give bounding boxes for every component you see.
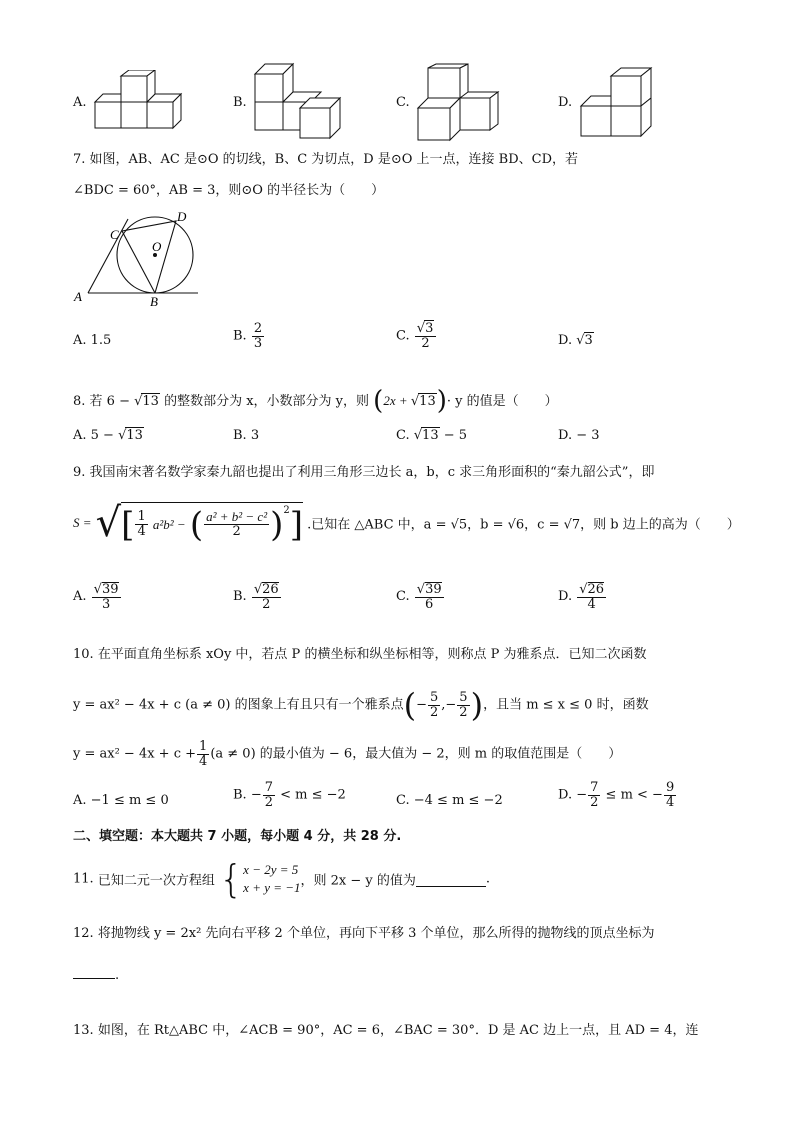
q7-option-d: D. √3 [558, 333, 593, 348]
q9-option-d: D. $\frac{√26}{4}$ [558, 582, 605, 612]
q8-option-b: B. 3 [233, 428, 260, 443]
q12-answer-blank[interactable] [73, 964, 115, 979]
q7-text-line2: ∠BDC = 60°，AB = 3，则⊙O 的半径长为（ ） [73, 183, 385, 198]
q12-text-line2: . [73, 964, 119, 984]
q6-options [0, 60, 794, 145]
q7-label-c: C [110, 227, 119, 242]
q11-text: 11. 已知二元一次方程组 { x − 2y = 5 x + y = −1 ，则 2x − y 的值为 . [73, 857, 491, 901]
q7-label-b: B [150, 294, 158, 309]
q10-text-line2: y = ax² − 4x + c (a ≠ 0) 的图象上有且只有一个雅系点(− $\frac{5}{2}$ ,− $\frac{5}{2}$ )，且当 m ≤ x ≤ 0 时，函数 [73, 686, 649, 724]
q10-option-d: D. − $\frac{7}{2}$ ≤ m < − $\frac{9}{4}$ [558, 780, 675, 810]
q9-text-line1: 9. 我国南宋著名数学家秦九韶也提出了利用三角形三边长 a，b，c 求三角形面积的“秦九韶公式”，即 [73, 465, 655, 480]
q7-option-c: C. $\frac{√3}{2}$ [396, 322, 437, 350]
q7-option-a: A. 1.5 [73, 333, 112, 348]
q10-option-b: B. − $\frac{7}{2}$ < m ≤ −2 [233, 780, 346, 810]
q12-text-line1: 12. 将抛物线 y = 2x² 先向右平移 2 个单位，再向下平移 3 个单位，那么所得的抛物线的顶点坐标为 [73, 926, 655, 941]
q9-option-c: C. $\frac{√39}{6}$ [396, 582, 442, 612]
cube-figure-b [250, 62, 350, 140]
q8-option-a: A. 5 − √13 [73, 428, 143, 443]
section-2-title: 二、填空题：本大题共 7 小题，每小题 4 分，共 28 分. [73, 829, 402, 844]
q10-text-line1: 10. 在平面直角坐标系 xOy 中，若点 P 的横坐标和纵坐标相等，则称点 P 为雅系点．已知二次函数 [73, 647, 647, 662]
cube-figure-c [412, 62, 502, 142]
q7-circle-figure [70, 205, 210, 310]
q10-option-c: C. −4 ≤ m ≤ −2 [396, 793, 503, 808]
cube-figure-a [90, 70, 185, 132]
q11-answer-blank[interactable] [416, 872, 486, 887]
q7-text-line1: 7. 如图，AB、AC 是⊙O 的切线，B、C 为切点，D 是⊙O 上一点，连接 BD、CD，若 [73, 152, 578, 167]
q10-text-line3: y = ax² − 4x + c + $\frac{1}{4}$ (a ≠ 0) 的最小值为 − 6，最大值为 − 2，则 m 的取值范围是（ ） [73, 739, 622, 769]
q8-text: 8. 若 6 − √13 的整数部分为 x，小数部分为 y，则 (2x + √13)· y 的值是（ ） [73, 386, 558, 416]
q8-option-d: D. − 3 [558, 428, 600, 443]
q6-option-a-label: A. [73, 95, 87, 110]
q10-option-a: A. −1 ≤ m ≤ 0 [73, 793, 169, 808]
q6-option-c-label: C. [396, 95, 410, 110]
q9-formula: S = √[ $\frac{1}{4}$ a²b² − ( $\frac{\text{a² + b² − c²}}{2}$ )$^2$] .已知在 △ABC 中，a = √5，b = √6，c = √7，则 b 边上的高为（ ） [73, 500, 740, 546]
q6-option-d-label: D. [558, 95, 573, 110]
q7-option-b: B. $\frac{2}{3}$ [233, 321, 263, 351]
cube-figure-d [576, 64, 666, 140]
q9-option-b: B. $\frac{√26}{2}$ [233, 582, 279, 612]
q7-label-d: D [177, 209, 187, 224]
q8-option-c: C. √13 − 5 [396, 428, 468, 443]
q7-label-a: A [74, 289, 82, 304]
q9-option-a: A. $\frac{√39}{3}$ [73, 582, 119, 612]
q7-label-o: O [152, 239, 162, 254]
q13-text-line1: 13. 如图，在 Rt△ABC 中，∠ACB = 90°，AC = 6，∠BAC = 30°．D 是 AC 边上一点，且 AD = 4，连 [73, 1023, 699, 1038]
q6-option-b-label: B. [233, 95, 247, 110]
